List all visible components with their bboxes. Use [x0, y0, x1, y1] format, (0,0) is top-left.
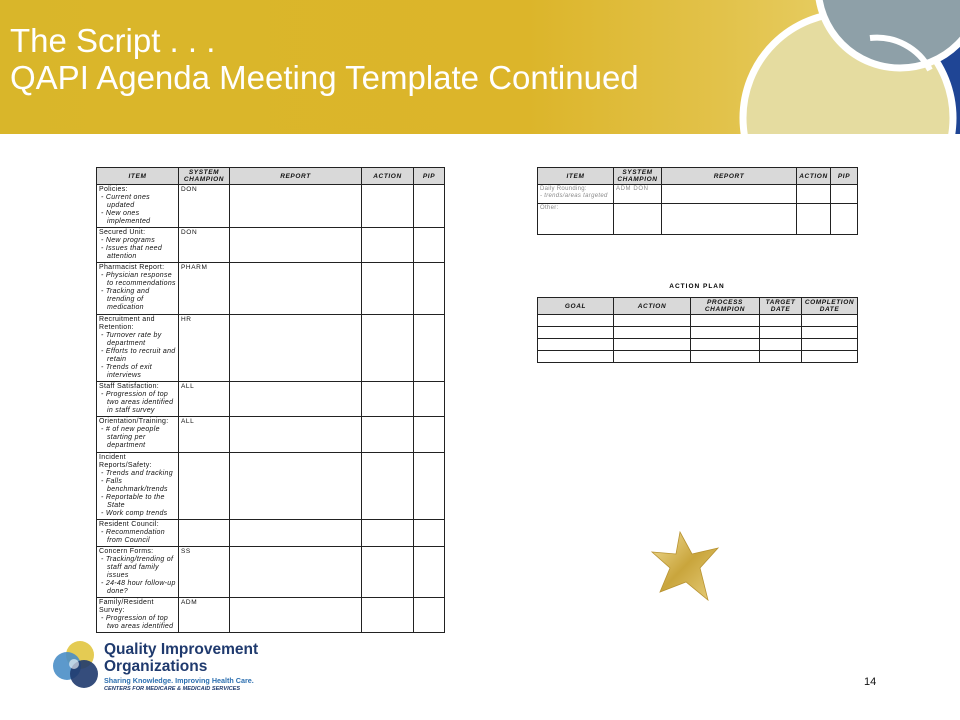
action-cell	[362, 263, 414, 315]
item-cell	[97, 263, 179, 315]
logo-tagline: Sharing Knowledge. Improving Health Care.	[104, 676, 254, 685]
page-number: 14	[864, 676, 877, 688]
item-bullet: - Issues that need attention	[101, 245, 163, 260]
completion-date-cell	[802, 351, 858, 363]
action-plan-title: ACTION PLAN	[669, 283, 725, 290]
system-champion-cell	[179, 520, 230, 547]
item-bullets	[99, 332, 176, 380]
item-bullets	[99, 470, 176, 518]
action-cell	[614, 339, 691, 351]
goal-cell	[538, 327, 614, 339]
item-bullets	[99, 615, 176, 631]
item-heading: Secured Unit:	[99, 229, 146, 236]
pip-cell	[414, 382, 445, 417]
item-bullet: - Progression of top two areas identified	[101, 615, 174, 630]
action-plan-table	[537, 297, 858, 363]
pip-cell	[414, 547, 445, 598]
header-pip: PIP	[414, 168, 445, 185]
report-cell	[230, 185, 362, 228]
item-heading: Concern Forms:	[99, 548, 154, 555]
system-champion-cell: HR	[179, 315, 230, 382]
star-icon	[650, 530, 722, 604]
table-row	[97, 382, 445, 417]
item-heading: Daily Rounding:	[540, 186, 587, 192]
item-heading: Orientation/Training:	[99, 418, 169, 425]
item-bullets	[99, 237, 176, 261]
header-item: ITEM	[97, 168, 179, 185]
pip-cell	[831, 204, 858, 235]
header-report: REPORT	[230, 168, 362, 185]
item-bullet: - New ones implemented	[101, 210, 151, 225]
item-bullets	[99, 556, 176, 596]
title-line-2: QAPI Agenda Meeting Template Continued	[10, 59, 639, 96]
system-champion-cell: DON	[179, 185, 230, 228]
header-completion-date: COMPLETION DATE	[802, 298, 858, 315]
completion-date-cell	[802, 339, 858, 351]
item-bullets	[99, 426, 176, 450]
header-action: ACTION	[614, 298, 691, 315]
report-cell	[230, 520, 362, 547]
completion-date-cell	[802, 327, 858, 339]
report-cell	[662, 204, 797, 235]
action-cell	[362, 228, 414, 263]
action-cell	[362, 598, 414, 633]
action-plan-header-row	[538, 298, 858, 315]
action-cell	[362, 185, 414, 228]
action-cell	[362, 453, 414, 520]
table-row	[97, 598, 445, 633]
system-champion-cell: DON	[179, 228, 230, 263]
item-cell	[97, 417, 179, 453]
header-system-champion: SYSTEM CHAMPION	[614, 168, 662, 185]
item-cell	[97, 228, 179, 263]
item-bullet: - Recommendation from Council	[101, 529, 165, 544]
system-champion-cell: SS	[179, 547, 230, 598]
item-cell	[97, 315, 179, 382]
title-line-1: The Script . . .	[10, 22, 216, 59]
item-heading: Incident Reports/Safety:	[99, 454, 152, 469]
system-champion-cell	[614, 204, 662, 235]
pip-cell	[414, 453, 445, 520]
report-cell	[230, 263, 362, 315]
table-row	[538, 185, 858, 204]
table-row	[538, 327, 858, 339]
item-bullet: - Tracking/trending of staff and family issues	[101, 556, 174, 579]
qio-logo	[104, 641, 258, 693]
item-cell	[97, 453, 179, 520]
report-cell	[230, 382, 362, 417]
item-heading: Policies:	[99, 186, 128, 193]
table-row	[538, 315, 858, 327]
process-champion-cell	[691, 315, 760, 327]
pip-cell	[414, 315, 445, 382]
action-cell	[797, 185, 831, 204]
report-cell	[230, 417, 362, 453]
item-bullet: - Efforts to recruit and retain	[101, 348, 176, 363]
pip-cell	[414, 520, 445, 547]
item-cell	[538, 185, 614, 204]
process-champion-cell	[691, 339, 760, 351]
header-pip: PIP	[831, 168, 858, 185]
item-bullet: - Falls benchmark/trends	[101, 478, 168, 493]
action-cell	[362, 547, 414, 598]
item-cell	[97, 185, 179, 228]
report-cell	[230, 315, 362, 382]
qio-logo-icon	[50, 640, 106, 692]
process-champion-cell	[691, 327, 760, 339]
item-heading: Pharmacist Report:	[99, 264, 165, 271]
table-row	[97, 185, 445, 228]
logo-subline: CENTERS FOR MEDICARE & MEDICAID SERVICES	[104, 686, 241, 692]
header-process-champion: PROCESS CHAMPION	[691, 298, 760, 315]
pip-cell	[414, 228, 445, 263]
header-report: REPORT	[662, 168, 797, 185]
header-system-champion: SYSTEM CHAMPION	[179, 168, 230, 185]
item-cell	[97, 598, 179, 633]
item-bullets	[99, 391, 176, 415]
table-row	[97, 520, 445, 547]
system-champion-cell: PHARM	[179, 263, 230, 315]
pip-cell	[414, 417, 445, 453]
item-bullet: - Current ones updated	[101, 194, 150, 209]
item-bullet: - Progression of top two areas identified in staff survey	[101, 391, 174, 414]
item-bullet: - Physician response to recommendations	[101, 272, 176, 287]
pip-cell	[414, 185, 445, 228]
logo-title-line-1: Quality Improvement	[104, 641, 259, 658]
header-action: ACTION	[362, 168, 414, 185]
goal-cell	[538, 339, 614, 351]
goal-cell	[538, 315, 614, 327]
report-cell	[230, 453, 362, 520]
target-date-cell	[760, 351, 802, 363]
item-bullet: - Turnover rate by department	[101, 332, 162, 347]
goal-cell	[538, 351, 614, 363]
header-goal: GOAL	[538, 298, 614, 315]
action-cell	[797, 204, 831, 235]
pip-cell	[414, 263, 445, 315]
agenda-table-continued	[537, 167, 858, 235]
header-action: ACTION	[797, 168, 831, 185]
system-champion-cell: ADM	[179, 598, 230, 633]
item-bullet: - Trends of exit interviews	[101, 364, 152, 379]
action-cell	[614, 315, 691, 327]
logo-title-line-2: Organizations	[104, 658, 208, 675]
item-cell	[97, 382, 179, 417]
item-bullet: - New programs	[101, 237, 155, 244]
item-bullets	[99, 194, 176, 226]
target-date-cell	[760, 339, 802, 351]
table-row	[538, 204, 858, 235]
table-row	[97, 417, 445, 453]
action-cell	[614, 351, 691, 363]
completion-date-cell	[802, 315, 858, 327]
agenda-header-row	[97, 168, 445, 185]
report-cell	[230, 228, 362, 263]
agenda-continued-header-row	[538, 168, 858, 185]
action-cell	[614, 327, 691, 339]
pip-cell	[414, 598, 445, 633]
table-row	[538, 351, 858, 363]
report-cell	[230, 547, 362, 598]
action-cell	[362, 382, 414, 417]
table-row	[538, 339, 858, 351]
system-champion-cell: ALL	[179, 382, 230, 417]
action-cell	[362, 417, 414, 453]
table-row	[97, 315, 445, 382]
table-row	[97, 453, 445, 520]
header-item: ITEM	[538, 168, 614, 185]
item-heading: Recruitment and Retention:	[99, 316, 155, 331]
system-champion-cell: ADM DON	[614, 185, 662, 204]
table-row	[97, 228, 445, 263]
item-bullet: - Trends and tracking	[101, 470, 173, 477]
action-cell	[362, 315, 414, 382]
item-heading: Other:	[540, 205, 559, 211]
table-row	[97, 547, 445, 598]
report-cell	[230, 598, 362, 633]
item-heading: Family/Resident Survey:	[99, 599, 154, 614]
slide-title	[10, 22, 639, 96]
item-cell	[538, 204, 614, 235]
item-cell	[97, 547, 179, 598]
item-bullets	[99, 272, 176, 312]
item-heading: Resident Council:	[99, 521, 159, 528]
agenda-table	[96, 167, 445, 633]
action-cell	[362, 520, 414, 547]
item-bullets	[99, 529, 176, 545]
target-date-cell	[760, 315, 802, 327]
item-bullet: - Work comp trends	[101, 510, 168, 517]
report-cell	[662, 185, 797, 204]
item-bullet: - # of new people starting per department	[101, 426, 160, 449]
target-date-cell	[760, 327, 802, 339]
item-bullet: - Tracking and trending of medication	[101, 288, 150, 311]
system-champion-cell	[179, 453, 230, 520]
header-target-date: TARGET DATE	[760, 298, 802, 315]
item-bullet: - trends/areas targeted	[540, 193, 608, 199]
item-cell	[97, 520, 179, 547]
process-champion-cell	[691, 351, 760, 363]
item-bullet: - Reportable to the State	[101, 494, 165, 509]
title-banner	[0, 0, 960, 134]
item-heading: Staff Satisfaction:	[99, 383, 160, 390]
table-row	[97, 263, 445, 315]
pip-cell	[831, 185, 858, 204]
item-bullet: - 24-48 hour follow-up done?	[101, 580, 176, 595]
system-champion-cell: ALL	[179, 417, 230, 453]
